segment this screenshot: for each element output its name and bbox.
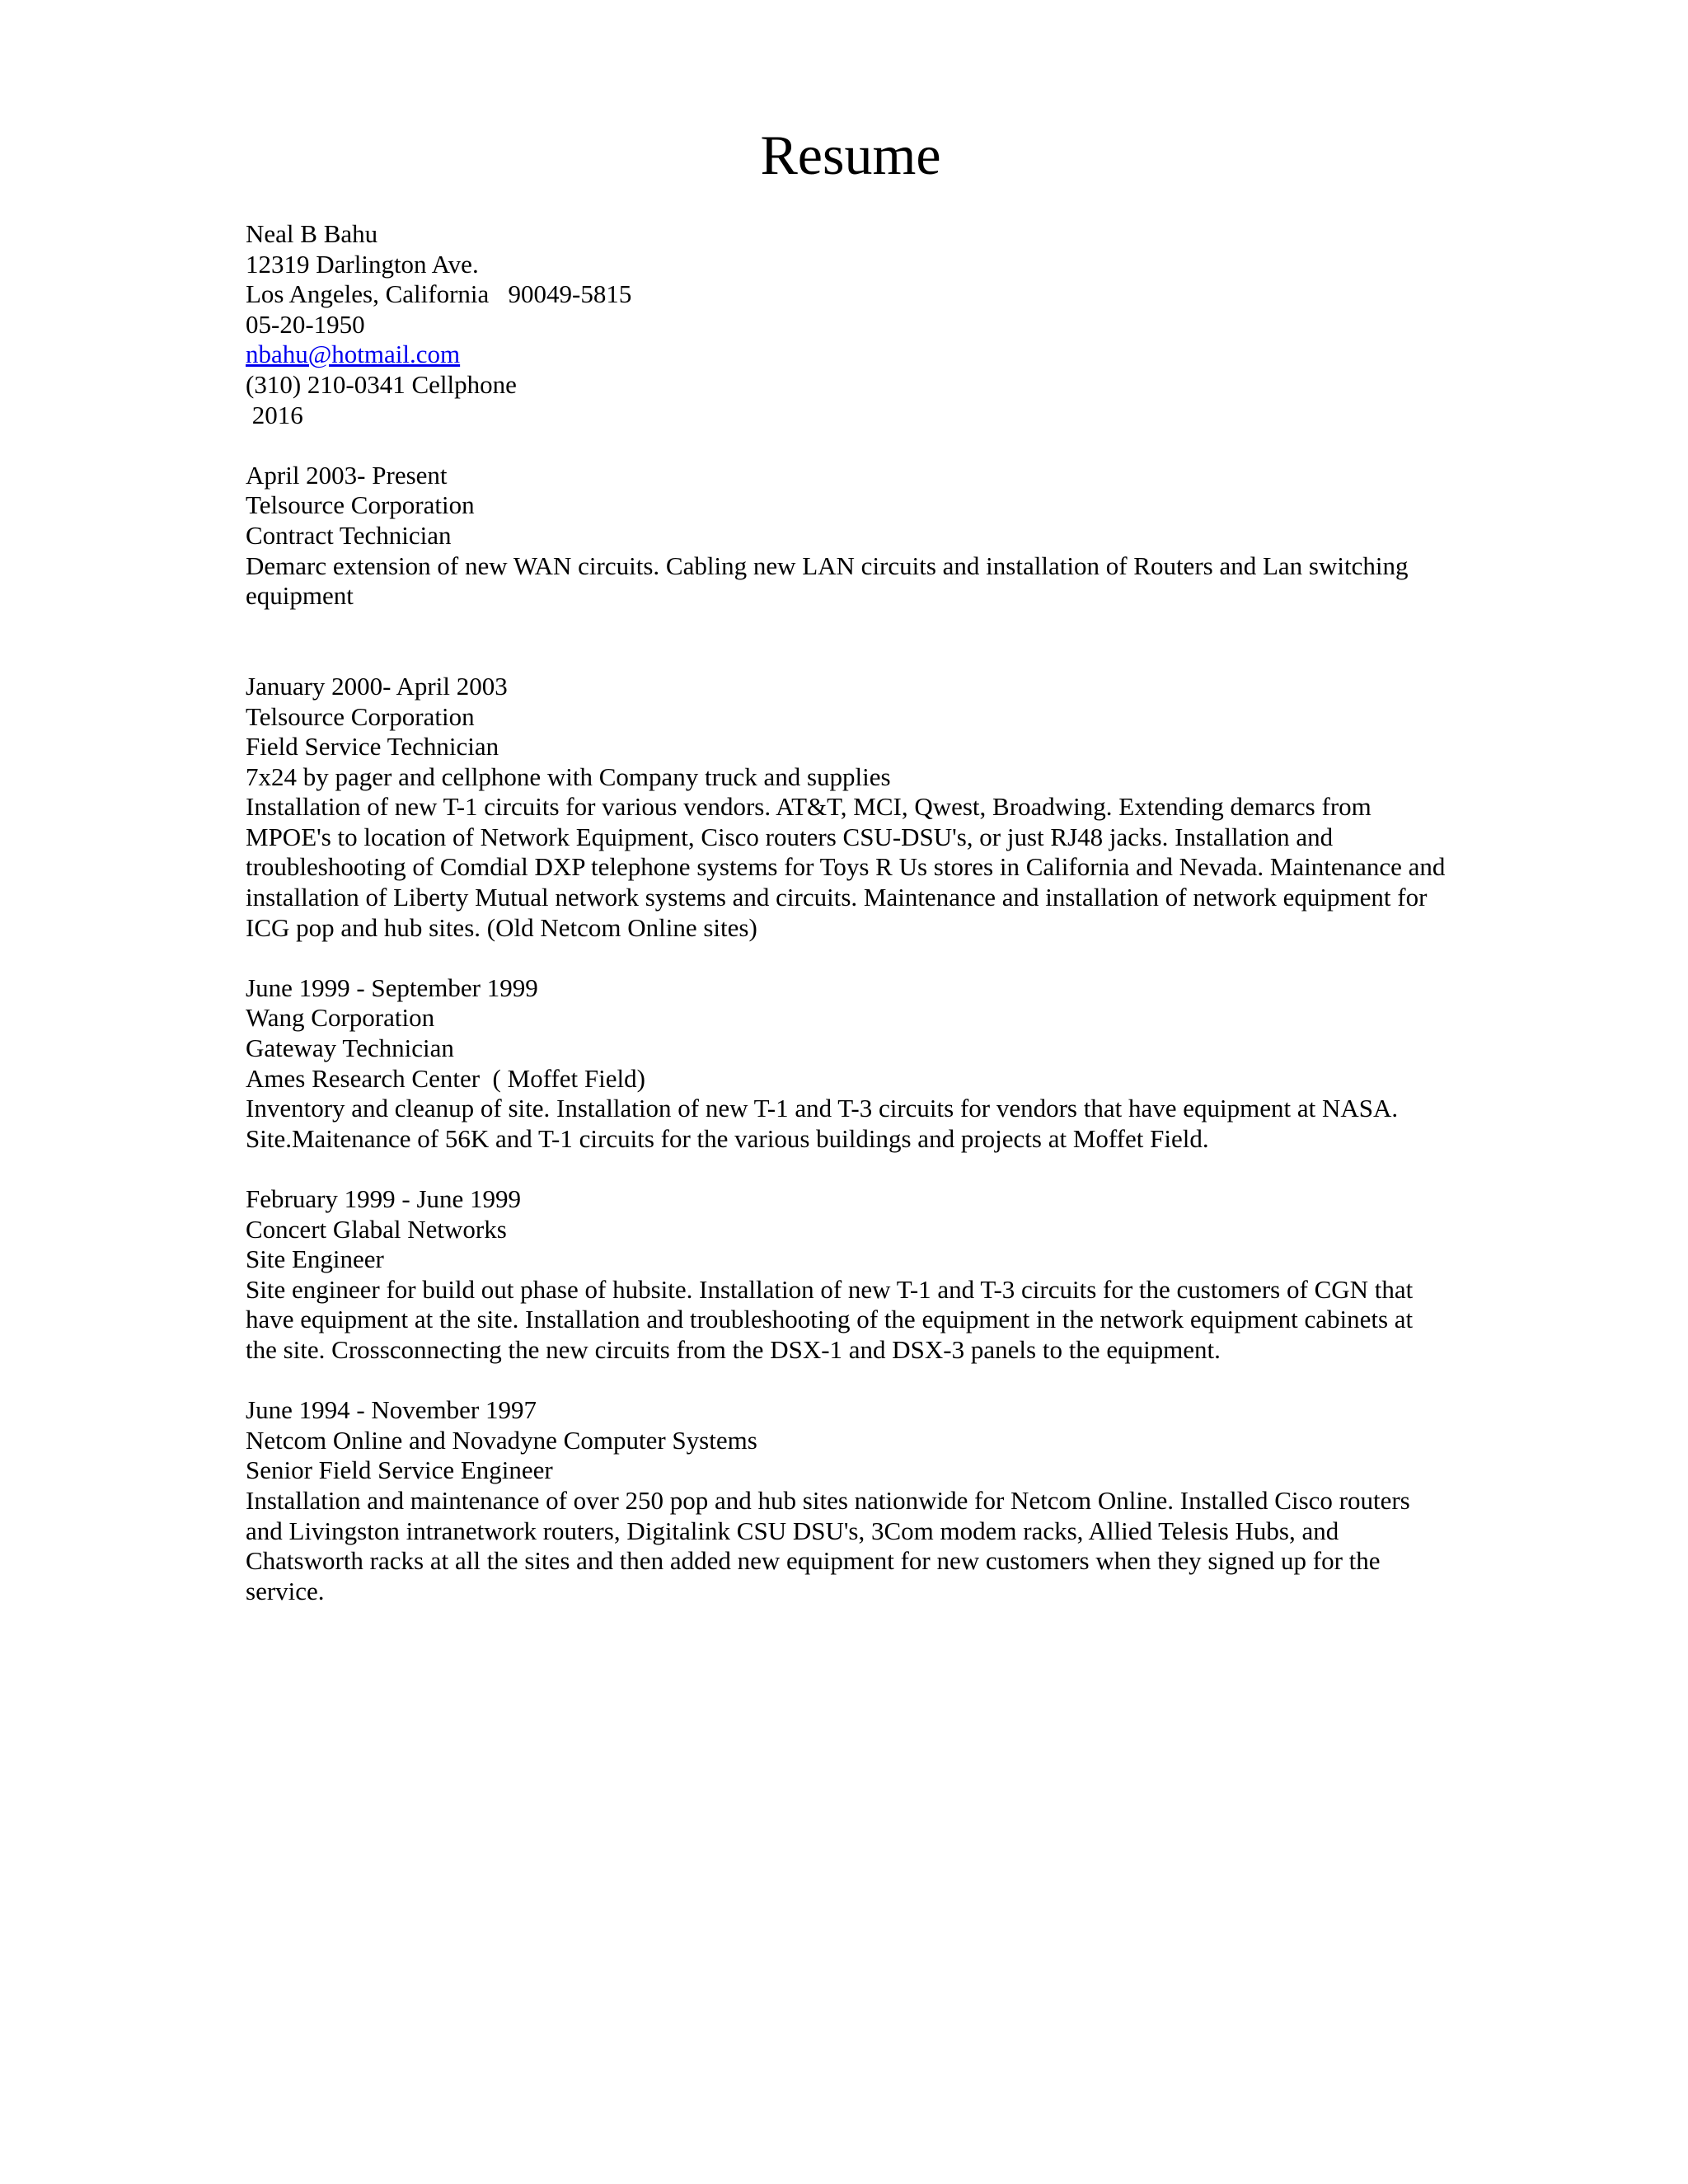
job-description: Installation and maintenance of over 250 pop and hub sites nationwide for Netcom Online. Installed Cisco routers and Livingston intranetwork routers, Digitalink CSU DSU's, 3Com modem racks, Allied Telesis Hubs, and Chatsworth racks at all the sites and then added new equipment for new customers when they signed up for the service. — [246, 1485, 1410, 1605]
contact-year: 2016 — [246, 400, 303, 429]
contact-phone: (310) 210-0341 Cellphone — [246, 369, 517, 399]
contact-dob: 05-20-1950 — [246, 309, 365, 339]
job-entry — [246, 461, 1449, 612]
job-company: Netcom Online and Novadyne Computer Systems — [246, 1425, 757, 1455]
job-dates: January 2000- April 2003 — [246, 671, 508, 701]
page-title: Resume — [760, 124, 941, 186]
contact-block — [246, 219, 1449, 430]
job-note: Ames Research Center ( Moffet Field) — [246, 1063, 645, 1093]
contact-email-link[interactable]: nbahu@hotmail.com — [246, 340, 461, 369]
job-dates: June 1994 - November 1997 — [246, 1395, 537, 1425]
job-company: Concert Glabal Networks — [246, 1214, 507, 1244]
job-dates: April 2003- Present — [246, 460, 448, 490]
resume-body — [246, 219, 1449, 1606]
job-entry — [246, 1184, 1449, 1366]
job-company: Telsource Corporation — [246, 701, 475, 731]
job-entry — [246, 973, 1449, 1155]
job-entry — [246, 1395, 1449, 1606]
contact-street: 12319 Darlington Ave. — [246, 249, 479, 279]
job-description: Installation of new T-1 circuits for various vendors. AT&T, MCI, Qwest, Broadwing. Extending demarcs from MPOE's to location of Network Equipment, Cisco routers CSU-DSU's, or just RJ48 jacks. Installation and troubleshooting of Comdial DXP telephone systems for Toys R Us stores in California and Nevada. Maintenance and installation of Liberty Mutual network systems and circuits. Maintenance and installation of network equipment for ICG pop and hub sites. (Old Netcom Online sites) — [246, 792, 1446, 942]
job-dates: June 1999 - September 1999 — [246, 972, 538, 1002]
contact-name: Neal B Bahu — [246, 219, 378, 248]
job-company: Wang Corporation — [246, 1003, 435, 1033]
job-title: Gateway Technician — [246, 1033, 454, 1063]
job-title: Field Service Technician — [246, 732, 499, 762]
job-title: Contract Technician — [246, 520, 452, 550]
job-description: Site engineer for build out phase of hubsite. Installation of new T-1 and T-3 circuits for the customers of CGN that have equipment at the site. Installation and troubleshooting of the equipment in the network equipment cabinets at the site. Crossconnecting the new circuits from the DSX-1 and DSX-3 panels to the equipment. — [246, 1274, 1414, 1364]
job-dates: February 1999 - June 1999 — [246, 1184, 522, 1213]
job-company: Telsource Corporation — [246, 490, 475, 520]
job-title: Site Engineer — [246, 1244, 384, 1274]
job-title: Senior Field Service Engineer — [246, 1455, 553, 1485]
job-entry — [246, 672, 1449, 943]
job-description: Inventory and cleanup of site. Installation of new T-1 and T-3 circuits for vendors that have equipment at NASA. Site.Maitenance of 56K and T-1 circuits for the various buildings and projects at Moffet Field. — [246, 1094, 1399, 1153]
contact-city-state-zip: Los Angeles, California 90049-5815 — [246, 279, 632, 309]
job-description: Demarc extension of new WAN circuits. Cabling new LAN circuits and installation of Routers and Lan switching equipment — [246, 551, 1409, 611]
job-note: 7x24 by pager and cellphone with Company truck and supplies — [246, 762, 891, 791]
